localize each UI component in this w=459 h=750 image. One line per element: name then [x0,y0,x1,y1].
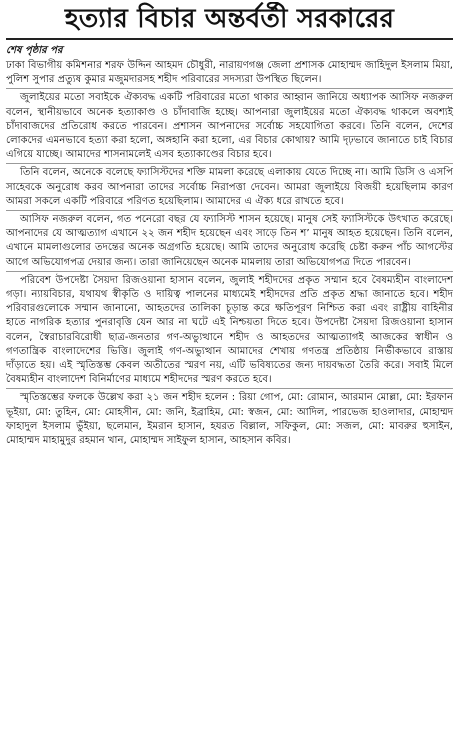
paragraph-unity-call: জুলাইয়ের মতো সবাইকে ঐক্যবদ্ধ একটি পরিবারের মতো থাকার আহ্বান জানিয়ে অধ্যাপক আসিফ নজরুল বলেন, স্থানীয়ভাবে অনেক হত্যাকাণ্ড ও চাঁদাবাজি হচ্ছে। আপনারা জুলাইয়ের মতো ঐক্যবদ্ধ থাকলে অবশ্যই চাঁদাবাজদের প্রতিরোধ করতে পারবেন। প্রশাসন আপনাদের সর্বোচ্চ সহযোগিতা করবে। তিনি বলেন, দেশের লোকদের এমনভাবে হত্যা করা হলো, অঙ্গহানি করা হলো, এর বিচার কোথায়? আমি দৃঢ়ভাবে জানাতে চাই বিচার এগিয়ে যাচ্ছে। আমাদের শাসনামলেই এসব হত্যাকাণ্ডের বিচার হবে। [6,91,453,164]
paragraph-attendees: ঢাকা বিভাগীয় কমিশনার শরফ উদ্দিন আহমদ চৌধুরী, নারায়ণগঞ্জ জেলা প্রশাসক মোহাম্মদ জাহিদুল ইসলাম মিয়া, পুলিশ সুপার প্রত্যুষ কুমার মজুমদারসহ শহীদ পরিবারের সদস্যরা উপস্থিত ছিলেন। [6,59,453,89]
headline: হত্যার বিচার অন্তর্বর্তী সরকারের [64,4,395,34]
headline-rule [6,38,453,40]
paragraph-investigation: আসিফ নজরুল বলেন, গত পনেরো বছর যে ফ্যাসিস্ট শাসন হয়েছে। মানুষ সেই ফ্যাসিস্টকে উৎখাত করেছে। আপনাদের যে আত্মত্যাগ এখানে ২২ জন শহীদ হয়েছেন এবং সাড়ে তিন শ’ মানুষ আহত হয়েছেন। তিনি বলেন, এখানে মামলাগুলোর তদন্তের অনেক অগ্রগতি হয়েছে। আমি তাদের অনুরোধ করেছি চেষ্টা করুন পাঁচ আগস্টের আগে অভিযোগপত্র দেয়ার জন্য। তারা জানিয়েছেন অনেক মামলায় তারা অভিযোগপত্র দিতে পারবেন। [6,213,453,272]
paragraph-rizwana-speech: পরিবেশ উপদেষ্টা সৈয়দা রিজওয়ানা হাসান বলেন, জুলাই শহীদদের প্রকৃত সম্মান হবে বৈষম্যহীন বাংলাদেশ গড়া। ন্যায়বিচার, যথাযথ স্বীকৃতি ও দায়িত্ব পালনের মাধ্যমেই শহীদদের প্রতি প্রকৃত শ্রদ্ধা জানাতে হবে। শহীদ পরিবারগুলোকে সম্মান জানানো, আহতদের তালিকা চূড়ান্ত করে ক্ষতিপূরণ নিশ্চিত করা এবং রাষ্ট্রীয় বাহিনীর হাতে নাগরিক হত্যার পুনরাবৃত্তি যেন আর না ঘটে এই নিশ্চয়তা দিতে হবে। উপদেষ্টা সৈয়দা রিজওয়ানা হাসান বলেন, স্বৈরাচারবিরোধী ছাত্র-জনতার গণ-অভ্যুত্থানে শহীদ ও আহতদের আত্মত্যাগই আজকের স্বাধীন ও গণতান্ত্রিক বাংলাদেশের ভিত্তি। জুলাই গণ-অভ্যুত্থান আমাদের শেখায় গণতন্ত্র প্রতিষ্ঠায় নির্ভীকভাবে রাস্তায় দাঁড়াতে হয়। এই স্মৃতিস্তম্ভ কেবল অতীতের স্মরণ নয়, এটি ভবিষ্যতের জন্য দায়বদ্ধতা তৈরি করে। সবাই মিলে বৈষম্যহীন বাংলাদেশ বিনির্মাণের মাধ্যমে শহীদদের স্মরণ করতে হবে। [6,274,453,390]
continued-from-label: শেষ পৃষ্ঠার পর [6,45,63,56]
paragraph-martyrs-list: স্মৃতিস্তম্ভের ফলকে উল্লেখ করা ২১ জন শহীদ হলেন : রিয়া গোপ, মো: রোমান, আরমান মোল্লা, মো: ইরফান ভূইয়া, মো: তুহিন, মো: মোহসীন, মো: জনি, ইব্রাহিম, মো: স্বজন, মো: আদিল, পারভেজ হাওলাদার, মোহাম্মদ ফাহাদুল ইসলাম ভুঁইয়া, ছলেমান, ইমরান হাসান, হযরত বিল্লাল, সফিকুল, মো: সজল, মো: মাবরুর হুসাইন, মোহাম্মদ মাহামুদুর রহমান খান, মোহাম্মদ সাইফুল হাসান, আহসান কবির। [6,392,453,447]
paragraph-security: তিনি বলেন, অনেকে বলেছে ফ্যাসিস্টদের শক্তি মামলা করেছে এলাকায় যেতে দিচ্ছে না। আমি ডিসি ও এসপি সাহেবকে অনুরোধ করব আপনারা তাদের সর্বোচ্চ নিরাপত্তা দেবেন। আমরা জুলাইয়ে বিজয়ী হয়েছিলাম কারণ আমরা সকলে একটি পরিবারে পরিণত হয়েছিলাম। আমাদের এ ঐক্য ধরে রাখতে হবে। [6,166,453,211]
article-body [6,59,453,448]
